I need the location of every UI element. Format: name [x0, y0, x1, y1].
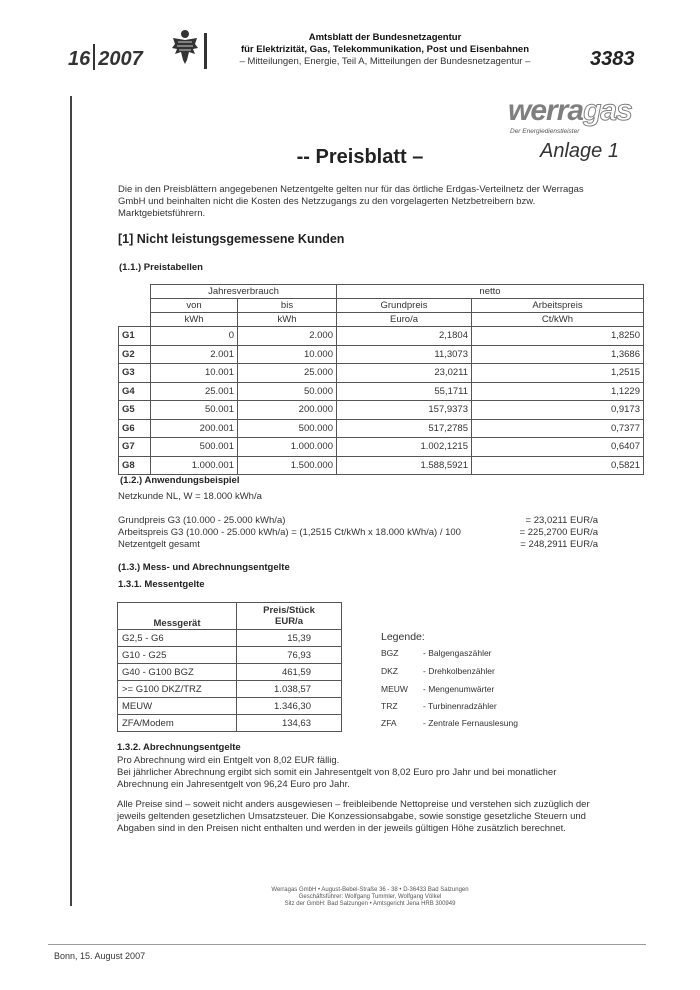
- logo-light: gas: [583, 94, 632, 127]
- header-line1: Amtsblatt der Bundesnetzagentur: [308, 32, 462, 43]
- meter-name: G2,5 - G6: [118, 630, 237, 647]
- logo-tagline: Der Energiedienstleister: [510, 128, 580, 135]
- federal-eagle-icon: [170, 28, 200, 66]
- unit-von: kWh: [151, 313, 238, 327]
- cell-grundpreis: 1.002,1215: [337, 438, 472, 457]
- table-row: [119, 456, 644, 475]
- table-row: [119, 401, 644, 420]
- table-row: [119, 382, 644, 401]
- werragas-logo: [508, 94, 632, 128]
- anlage-label: Anlage 1: [540, 140, 619, 162]
- legend-key: BGZ: [381, 648, 399, 658]
- table-row: [118, 698, 342, 715]
- header-line2: für Elektrizität, Gas, Telekommunikation, Post und Eisenbahnen: [240, 44, 530, 55]
- meter-price: 15,39: [237, 630, 342, 647]
- cell-grundpreis: 517,2785: [337, 419, 472, 438]
- cell-grundpreis: 55,1711: [337, 382, 472, 401]
- cell-arbeitspreis: 1,1229: [472, 382, 644, 401]
- cell-bis: 25.000: [238, 364, 337, 383]
- cell-arbeitspreis: 0,7377: [472, 419, 644, 438]
- cell-von: 1.000.001: [151, 456, 238, 475]
- cell-von: 10.001: [151, 364, 238, 383]
- table-row: [119, 327, 644, 346]
- meter-name: G40 - G100 BGZ: [118, 664, 237, 681]
- row-label: G7: [119, 438, 151, 457]
- cell-grundpreis: 2,1804: [337, 327, 472, 346]
- cell-bis: 1.000.000: [238, 438, 337, 457]
- issue-no: 16: [68, 48, 91, 70]
- sub-heading-1-3-1: 1.3.1. Messentgelte: [118, 579, 205, 590]
- meter-name: ZFA/Modem: [118, 715, 237, 732]
- col-von: von: [151, 299, 238, 313]
- issue-year: 2007: [98, 48, 143, 70]
- table-row: [119, 419, 644, 438]
- legend-title: Legende:: [381, 631, 425, 643]
- cell-grundpreis: 157,9373: [337, 401, 472, 420]
- cell-von: 2.001: [151, 345, 238, 364]
- sub-heading-1-1: (1.1.) Preistabellen: [119, 262, 203, 273]
- table-row: [118, 715, 342, 732]
- legend-value: - Balgengaszähler: [423, 648, 492, 658]
- meter-name: G10 - G25: [118, 647, 237, 664]
- legend-key: ZFA: [381, 718, 397, 728]
- example-intro: Netzkunde NL, W = 18.000 kWh/a: [118, 491, 262, 502]
- legend-value: - Mengenumwärter: [423, 684, 495, 694]
- col-grundpreis: Grundpreis: [337, 299, 472, 313]
- cell-bis: 200.000: [238, 401, 337, 420]
- issue-separator: [93, 44, 95, 70]
- cell-von: 50.001: [151, 401, 238, 420]
- example-value-3: = 248,2911 EUR/a: [520, 539, 598, 550]
- page-number: 3383: [590, 48, 635, 70]
- cell-von: 25.001: [151, 382, 238, 401]
- intro-paragraph: Die in den Preisblättern angegebenen Netzentgelte gelten nur für das örtliche Erdgas-Verteilnetz der Werragas GmbH und beinhalten nicht die Kosten des Netzzugangs zu den vorgelagerten Netzbetreibern bzw. Marktgebietsführern.: [118, 184, 584, 219]
- cell-arbeitspreis: 0,5821: [472, 456, 644, 475]
- paragraph-2: Bei jährlicher Abrechnung ergibt sich somit ein Jahresentgelt von 8,02 Euro pro Jahr und bei monatlicher Abrechnung ein Jahresentgelt von 96,24 Euro pro Jahr.: [117, 767, 557, 790]
- cell-arbeitspreis: 1,8250: [472, 327, 644, 346]
- table-row: [119, 438, 644, 457]
- row-label: G2: [119, 345, 151, 364]
- row-label: G6: [119, 419, 151, 438]
- logo-dark: werra: [508, 94, 584, 127]
- paragraph-1: Pro Abrechnung wird ein Entgelt von 8,02 EUR fällig.: [117, 755, 340, 766]
- example-line-3: Netzentgelt gesamt: [118, 539, 200, 550]
- col-jahresverbrauch: Jahresverbrauch: [151, 285, 337, 299]
- cell-von: 500.001: [151, 438, 238, 457]
- cell-arbeitspreis: 1,3686: [472, 345, 644, 364]
- row-label: G8: [119, 456, 151, 475]
- meter-price: 76,93: [237, 647, 342, 664]
- address-line-1: Werragas GmbH • August-Bebel-Straße 36 - 38 • D-36433 Bad Salzungen: [271, 887, 469, 893]
- cell-bis: 10.000: [238, 345, 337, 364]
- table-row: [118, 681, 342, 698]
- cell-grundpreis: 11,3073: [337, 345, 472, 364]
- unit-arbeitspreis: Ct/kWh: [472, 313, 644, 327]
- footer-rule: [48, 944, 646, 945]
- col-preis: [237, 603, 342, 630]
- meter-name: >= G100 DKZ/TRZ: [118, 681, 237, 698]
- sub-heading-1-2: (1.2.) Anwendungsbeispiel: [120, 475, 240, 486]
- col-bis: bis: [238, 299, 337, 313]
- cell-grundpreis: 1.588,5921: [337, 456, 472, 475]
- table-row: [118, 630, 342, 647]
- example-value-1: = 23,0211 EUR/a: [525, 515, 598, 526]
- example-value-2: = 225,2700 EUR/a: [519, 527, 598, 538]
- sub-heading-1-3-2: 1.3.2. Abrechnungsentgelte: [117, 742, 241, 753]
- cell-arbeitspreis: 0,9173: [472, 401, 644, 420]
- example-line-1: Grundpreis G3 (10.000 - 25.000 kWh/a): [118, 515, 286, 526]
- cell-von: 200.001: [151, 419, 238, 438]
- cell-bis: 500.000: [238, 419, 337, 438]
- header-divider: [204, 33, 207, 69]
- section-heading-1: [1] Nicht leistungsgemessene Kunden: [118, 232, 345, 246]
- company-address: [180, 887, 560, 908]
- meter-price: 1.038,57: [237, 681, 342, 698]
- legend-value: - Turbinenradzähler: [423, 701, 497, 711]
- row-label: G4: [119, 382, 151, 401]
- legend-value: - Zentrale Fernauslesung: [423, 718, 518, 728]
- col-netto: netto: [337, 285, 644, 299]
- header-line3: – Mitteilungen, Energie, Teil A, Mitteilungen der Bundesnetzagentur –: [239, 56, 531, 67]
- table-row: [119, 364, 644, 383]
- paragraph-3: Alle Preise sind – soweit nicht anders ausgewiesen – freibleibende Nettopreise und verstehen sich zuzüglich der jeweils geltenden gesetzlichen Umsatzsteuer. Die Konzessionsabgabe, sowie sonstige gesetzliche Steuern und Abgaben sind in den Preisen nicht enthalten und werden in der jeweils gültigen Höhe zusätzlich berechnet.: [117, 799, 590, 834]
- cell-bis: 1.500.000: [238, 456, 337, 475]
- legend-key: DKZ: [381, 666, 398, 676]
- page-title: -- Preisblatt –: [296, 146, 424, 168]
- example-line-2: Arbeitspreis G3 (10.000 - 25.000 kWh/a) = (1,2515 Ct/kWh x 18.000 kWh/a) / 100: [118, 527, 461, 538]
- scan-edge-line: [70, 96, 72, 906]
- legend-key: MEUW: [381, 684, 408, 694]
- meter-name: MEUW: [118, 698, 237, 715]
- cell-arbeitspreis: 1,2515: [472, 364, 644, 383]
- corner-cell: [119, 285, 151, 327]
- cell-von: 0: [151, 327, 238, 346]
- row-label: G1: [119, 327, 151, 346]
- row-label: G3: [119, 364, 151, 383]
- table-row: [119, 345, 644, 364]
- legend-value: - Drehkolbenzähler: [423, 666, 495, 676]
- col-preis-line2: EUR/a: [275, 616, 303, 627]
- meter-price: 1.346,30: [237, 698, 342, 715]
- cell-arbeitspreis: 0,6407: [472, 438, 644, 457]
- sub-heading-1-3: (1.3.) Mess- und Abrechnungsentgelte: [118, 562, 290, 573]
- issue-number: [68, 44, 143, 71]
- col-preis-line1: Preis/Stück: [263, 605, 315, 616]
- address-line-3: Sitz der GmbH: Bad Salzungen • Amtsgericht Jena HRB 300949: [284, 901, 456, 907]
- address-line-2: Geschäftsführer: Wolfgang Tummler, Wolfgang Völkel: [298, 894, 442, 900]
- meter-table: [117, 602, 342, 732]
- cell-bis: 2.000: [238, 327, 337, 346]
- table-row: [118, 647, 342, 664]
- table-row: [118, 664, 342, 681]
- col-messgeraet: Messgerät: [118, 603, 237, 630]
- unit-bis: kWh: [238, 313, 337, 327]
- cell-grundpreis: 23,0211: [337, 364, 472, 383]
- unit-grundpreis: Euro/a: [337, 313, 472, 327]
- meter-price: 134,63: [237, 715, 342, 732]
- meter-price: 461,59: [237, 664, 342, 681]
- row-label: G5: [119, 401, 151, 420]
- col-arbeitspreis: Arbeitspreis: [472, 299, 644, 313]
- cell-bis: 50.000: [238, 382, 337, 401]
- footer-date: Bonn, 15. August 2007: [54, 951, 146, 961]
- price-table: [118, 284, 644, 475]
- legend-key: TRZ: [381, 701, 398, 711]
